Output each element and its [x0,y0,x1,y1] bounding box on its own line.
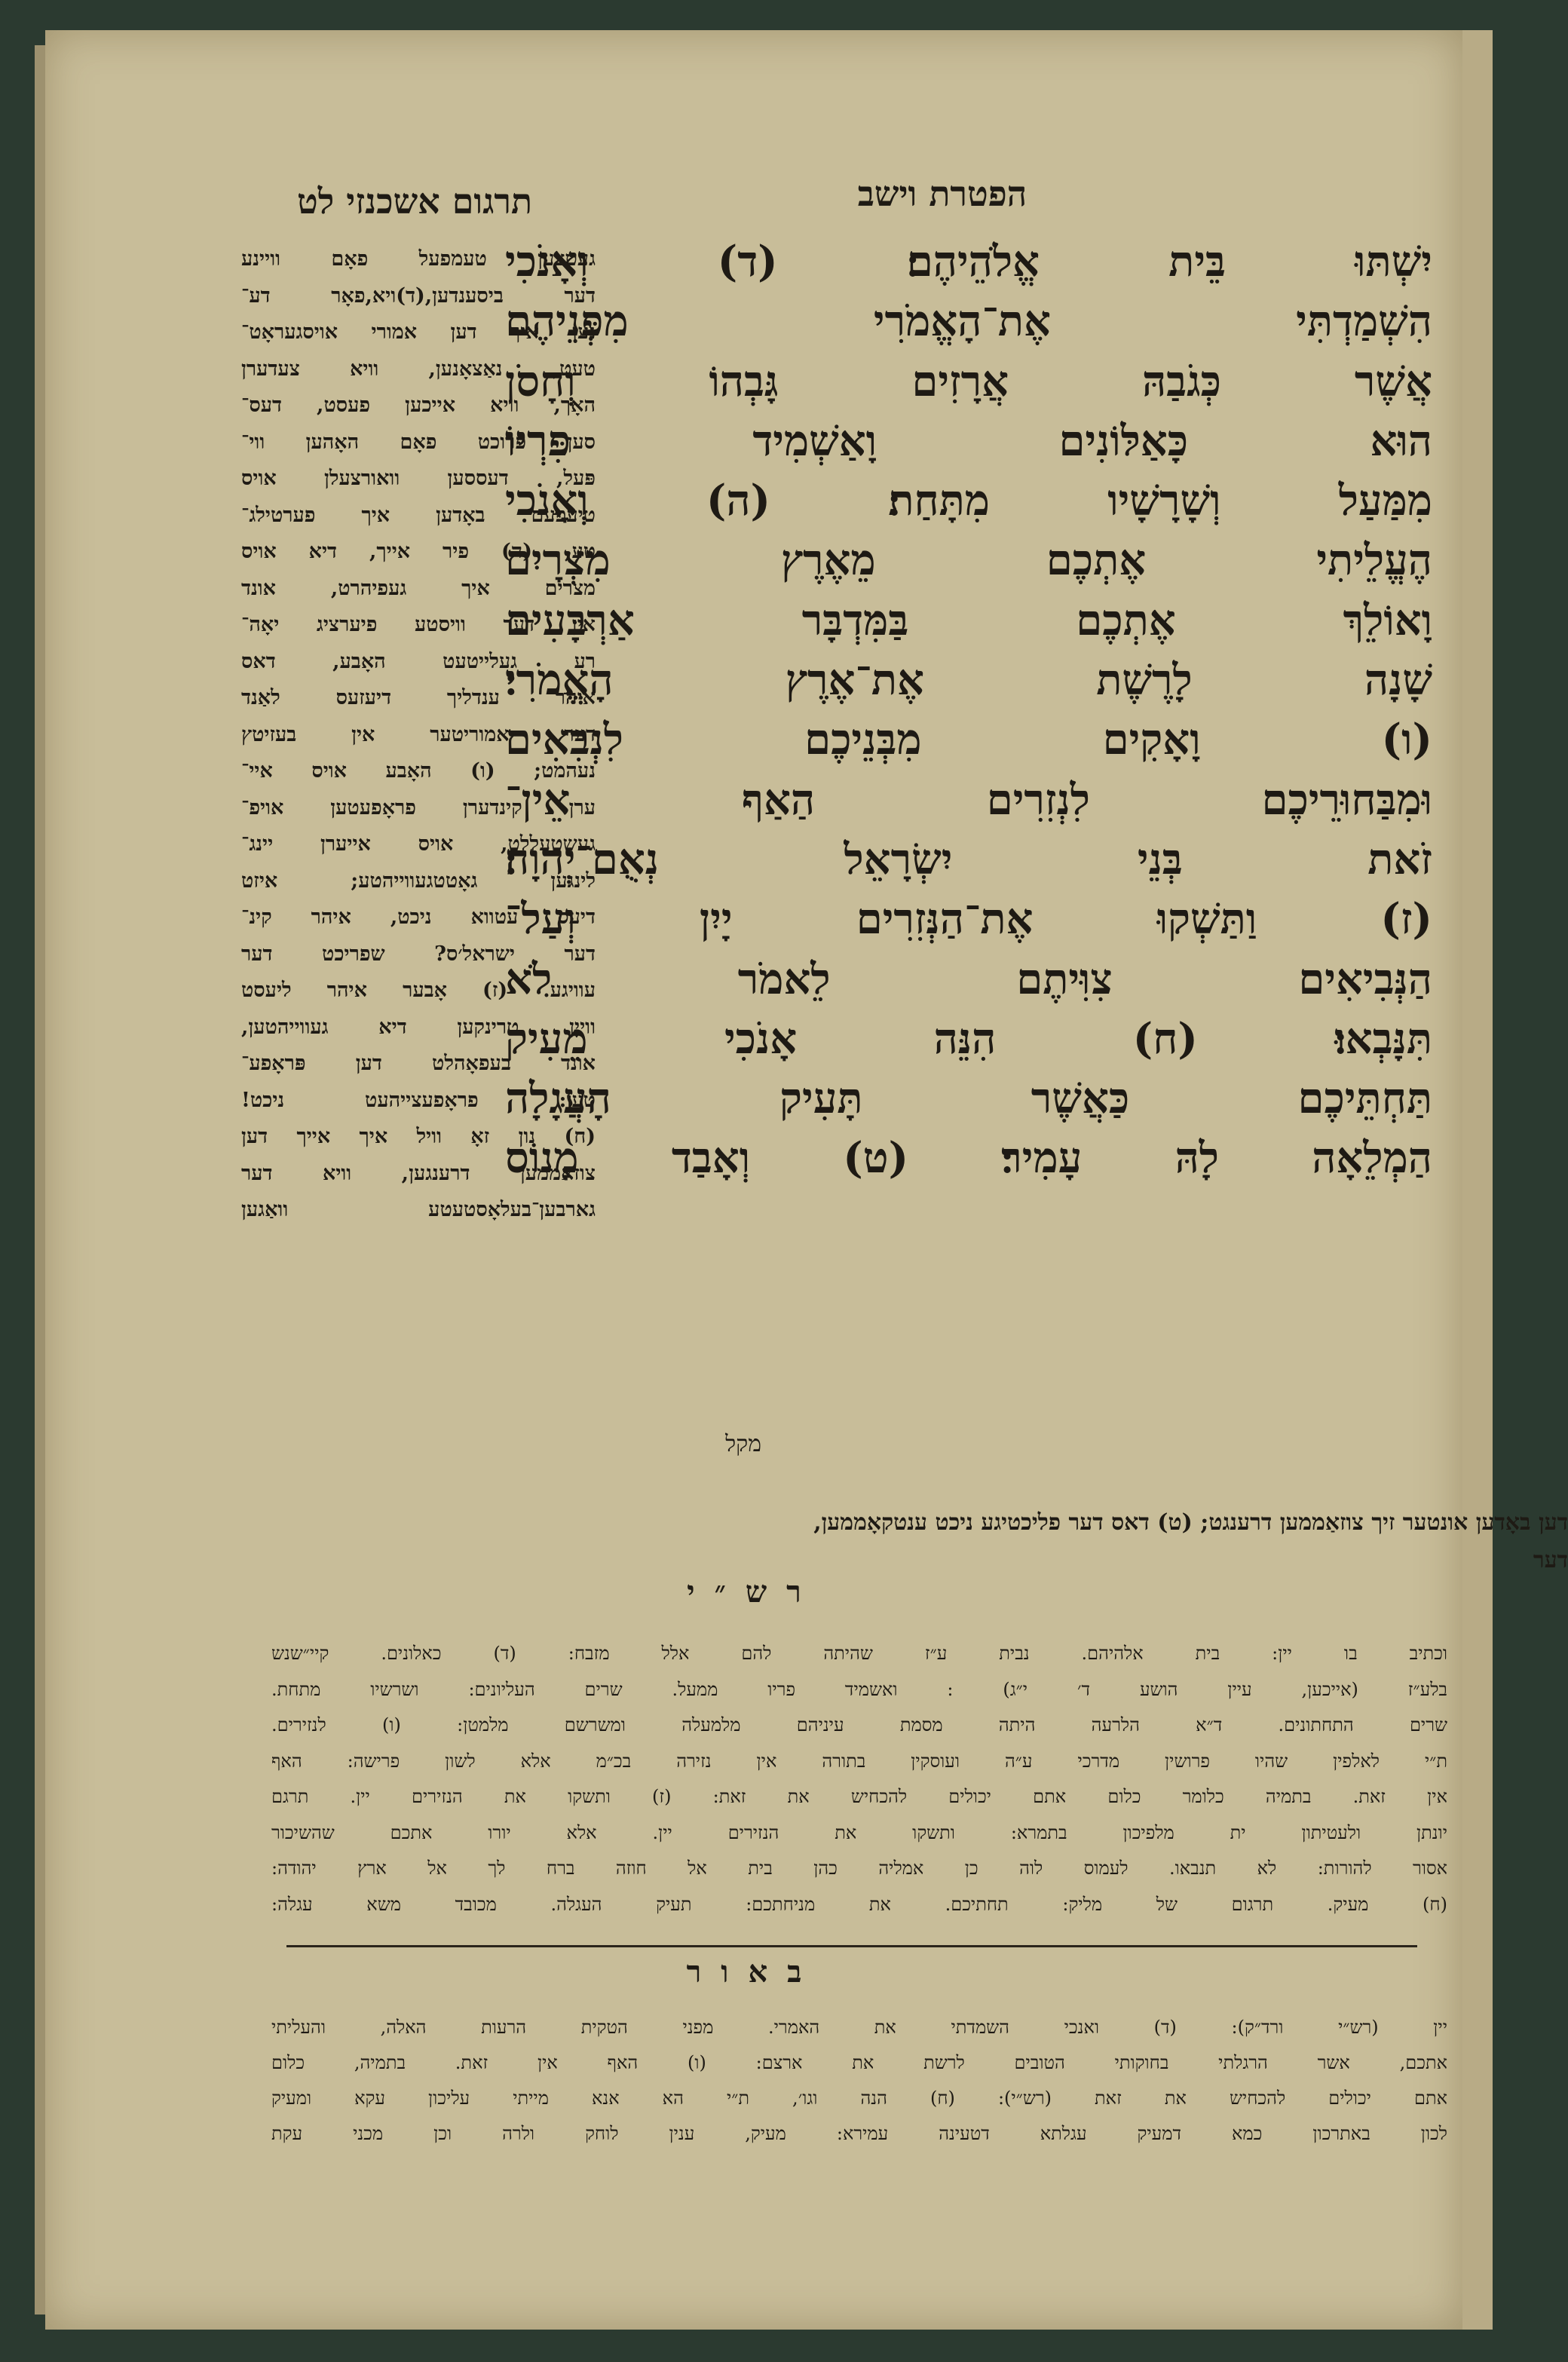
translation-continuation [271,1504,1568,1579]
translation-line: דער אמוריטער אין בעזיטץ [241,722,596,746]
biur-line: אתם יכולים להכחיש את זאת (רש״י): (ח) הנה וגו׳, ת״י הא אנא מייתי עליכון עקא ומעיק [271,2088,1447,2109]
rashi-line: יונתן ולעטיתון ית מלפיכון בתמרא: ותשקו את הנזירים יין. אלא יורו אתכם שהשיכור [271,1821,1447,1843]
main-text-line: וּמִבַּחוּרֵיכֶם לִנְזִרִים הַאַף אֵין־ [505,774,1432,825]
translation-line: רע געלייטעט האָבע, דאס [241,649,596,673]
page-fore-edge [35,45,45,2315]
translation-line: מצרים איך געפיהרט, אונד [241,576,596,600]
main-text-line: שָׁנָה לָרֶשֶׁת אֶת־אֶרֶץ הָאֱמֹרִי׃ [505,655,1432,706]
main-text-line: הַמְלֵאָה לָהּ עָמִיר׃ (ט) וְאָבַד מָנוֹס [505,1133,1432,1184]
main-text-line: יִשְׁתּוּ בֵּית אֱלֹהֵיהֶם׃ (ד) וְאָנֹכִי [505,237,1432,286]
main-text-line: (ז) וַתַּשְׁקוּ אֶת־הַנְּזִרִים יָיִן וְעַל־ [505,894,1432,945]
translation-line: טען: פראָפעצייהעט ניכט! [241,1088,596,1112]
translation-line: דער ישראל׳ס? שפריכט דער [241,942,596,966]
translation-line: טיעפעם באָדען איך פערטילג־ [241,503,596,527]
translation-line: טעט, נאַצאָנען, וויא צעדערן [241,357,596,381]
rashi-line: (ח) מעיק. תרגום של מליק: תחתיכם. את מניחתכם: תעיק העגלה. מכובד משא עגלה: [271,1893,1447,1915]
rashi-line: אין זאת. בתמיה כלומר כלום אתם יכולים להכחיש את זאת: (ז) ותשקו את הנזירים יין. תרגם [271,1786,1447,1807]
translation-line: צוזאממען דרענגען, וויא דער [241,1161,596,1185]
translation-line: איהר ענדליך דיעזעס לאַנד [241,686,596,709]
rashi-line: ת״י לאלפין שהיו פרושין מדרכי ע״ה ועוסקין בתורה אין נזירה בכ״מ אלא לשון פרישה: האף [271,1750,1447,1772]
translation-line: פּעל, דעססען וואורצעלן אויס [241,467,596,490]
translation-line: אין דער וויסטע פיערציג יאָה־ [241,613,596,636]
rashi-line: וכתיב בו יין: בית אלהיהם. נבית ע״ז שהיתה להם אלל מזבח: (ד) כאלונים. קיי״שנש [271,1643,1447,1664]
haftarah-title: הפטרת וישב [857,173,1027,214]
main-text-line: אֲשֶׁר כְּגֹבַהּ אֲרָזִים גָּבְהוֹ וְחָסֹן [505,356,1432,406]
rashi-line: בלע״ז (אייכען, עיין הושע ד׳ י״ג) : ואשמיד פריו ממעל. שרים העליונים: ושרשיו מתחת. [271,1678,1447,1700]
biur-heading: באור [686,1954,822,1990]
biur-line: יין (רש״י ורד״ק): (ד) ואנכי השמדתי את האמרי. מפני הטקית הרעות האלה, והעליתי [271,2017,1447,2038]
main-text-line: מִמַּעַל וְשָׁרָשָׁיו מִתָּחַת׃ (ה) וְאָנֹכִי [505,476,1432,526]
rashi-heading: רש״י [687,1574,821,1610]
translation-line: ערן קינדערן פראָפעטען אויפ־ [241,795,596,820]
main-text-line: תִּנָּבְאוּ׃ (ח) הִנֵּה אָנֹכִי מֵעִיק [505,1013,1432,1064]
translation-line: געשטעללט, אויס אייערן יינג־ [241,832,596,856]
main-text-line: זֹאת בְּנֵי יִשְׂרָאֵל נְאֻם־יְהוָה׃ [505,834,1432,884]
translation-line: נעהמט; (ו) האָבע אויס איי־ [241,759,596,783]
translation-line: אונד בעפאָהלט דען פּראָפע־ [241,1052,596,1075]
translation-line: ווייָן טרינקען דיא געווייהטען, [241,1015,596,1039]
book-page [45,30,1568,2330]
translation-title: תרגום אשכנזי לט [296,181,533,222]
rashi-commentary [271,1636,1447,1922]
translation-line: (ח) נון זאָ וויל איך אייך דען [241,1125,596,1148]
biur-line: אתכם, אשר הרגלתי בחוקותי הטובים לרשת את ארצם: (ו) האף אין זאת. בתמיה, כלום [271,2052,1447,2073]
translation-line: דער ביסענדען,(ד)ויא,פאָר דע־ [241,283,596,308]
translation-line: נען איך דען אמורי אויסגעראָט־ [241,320,596,344]
translation-continuation-line: דער [1533,1547,1568,1573]
hebrew-main-text [505,232,1432,1189]
next-page-edge [1462,30,1493,2330]
main-text-line: (ו) וָאָקִים מִבְּנֵיכֶם לִנְבִאִים [505,715,1432,765]
translation-line: געטצען טעמפעל פאָם וויינע [241,247,596,271]
translation-line: עוויגע. (ז) אָבער איהר ליעסט [241,979,596,1002]
main-text-line: הִשְׁמַדְתִּי אֶת־הָאֱמֹרִי מִפְּנֵיהֶם [505,296,1432,347]
translation-line: לינגען גאָטטגעווייהטע; איזט [241,869,596,893]
catchword: מקל [725,1431,761,1457]
rashi-line: אסור להורות: לא תנבאו. לעמוס לוה כן אמליה כהן בית אל חוזה ברח לך אל ארץ יהודה: [271,1858,1447,1879]
translation-line: דיעס עטווא ניכט, איהר קינ־ [241,905,596,929]
main-text-line: וָאוֹלֵךְ אֶתְכֶם בַּמִּדְבָּר אַרְבָּעִים [505,595,1432,645]
translation-line: גארבען־בעלאָסטעטע וואַגען [241,1198,596,1221]
main-text-line: הוּא כָּאַלּוֹנִים וָאַשְׁמִיד פִּרְיוֹ [505,415,1432,466]
biur-line: לכון באתרכון כמא דמעיק עגלתא דטעינה עמירא: מעיק, ענין לוחק ולרה וכן מכני עקת [271,2123,1447,2144]
translation-continuation-line: דען באָדען אונטער זיך צוזאַממען דרענגט; (ט) דאס דער פליכטיגע ניכט ענטקאָממען, [813,1509,1568,1536]
translation-line: האָך, וויא אייכען פעסט, דעס־ [241,394,596,417]
translation-line: טע, (ה) פיר אייך, דיא אויס [241,540,596,563]
biur-commentary [271,2010,1447,2152]
translation-column [241,241,596,1229]
rashi-line: שרים התחתונים. ד״א הלרעה היתה מסמת עיניהם מלמעלה ומשרשם מלמטן: (ו) לנזירים. [271,1714,1447,1736]
main-text-line: תַּחְתֵּיכֶם כַּאֲשֶׁר תָּעִיק הָעֲגָלָה [505,1074,1432,1124]
section-divider [286,1945,1417,1947]
translation-line: סען פרוכט פאָם האָהען ווי־ [241,430,596,454]
main-text-line: הֶעֱלֵיתִי אֶתְכֶם מֵאֶרֶץ מִצְרָיִם [505,535,1432,586]
main-text-line: הַנְּבִיאִים צִוִּיתֶם לֵאמֹר לֹא [505,954,1432,1004]
